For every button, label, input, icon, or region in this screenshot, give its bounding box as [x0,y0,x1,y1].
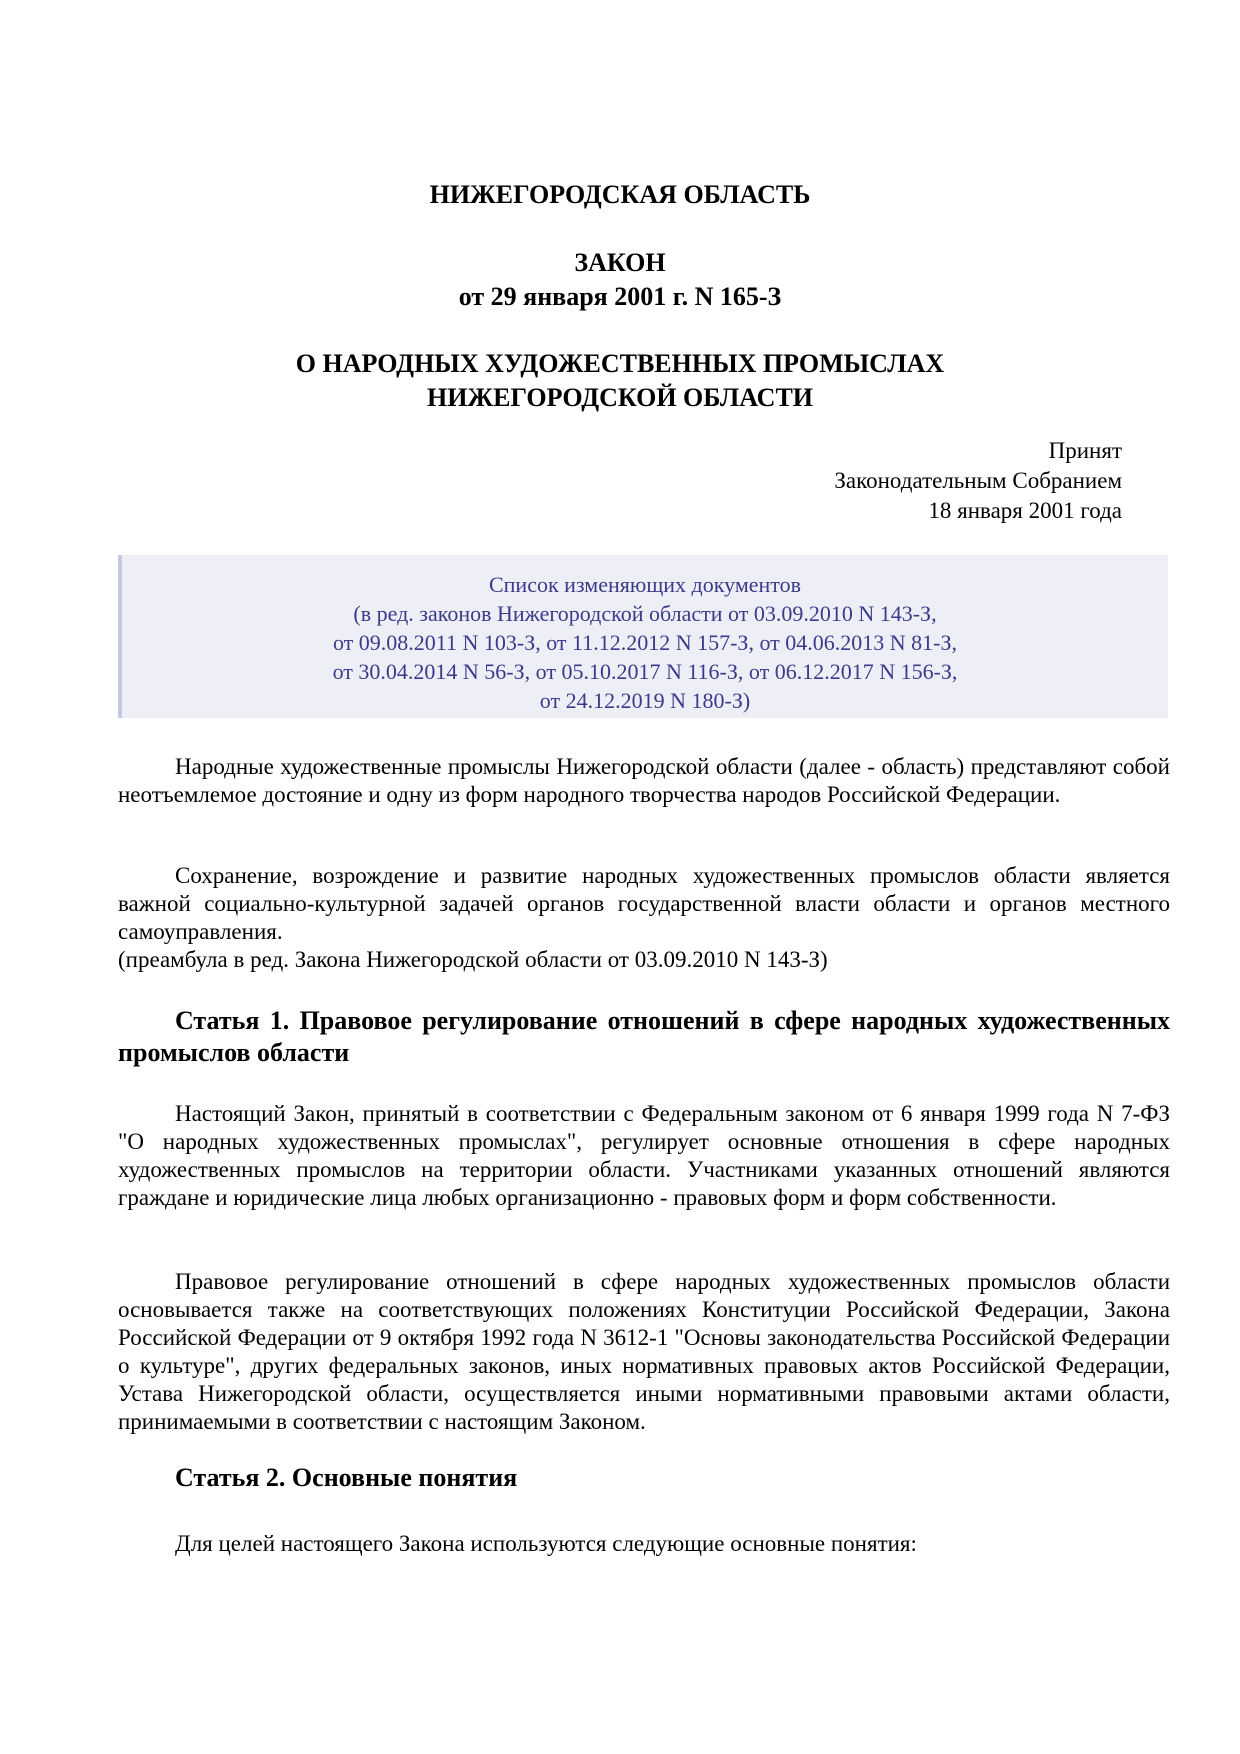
preamble-paragraph-1: Народные художественные промыслы Нижегородской области (далее - область) представляют собой неотъемлемое достояние и одну из форм народного творчества народов Российской Федерации. [118,754,1170,807]
law-date-number: от 29 января 2001 г. N 165-З [458,282,782,311]
amendments-text [122,570,1168,715]
amendments-line-2: от 09.08.2011 N 103-З, от 11.12.2012 N 157-З, от 04.06.2013 N 81-З, [332,630,958,655]
doc-type-heading: ЗАКОН [574,248,666,277]
region-heading: НИЖЕГОРОДСКАЯ ОБЛАСТЬ [429,180,811,209]
accepted-line-2: Законодательным Собранием [834,468,1122,493]
article-1-heading: Статья 1. Правовое регулирование отношений в сфере народных художественных промыслов области [118,1006,1170,1067]
accepted-block [834,436,1122,526]
article-1-paragraph-2: Правовое регулирование отношений в сфере народных художественных промыслов области основывается также на соответствующих положениях Конституции Российской Федерации, Закона Российской Федерации от 9 октября 1992 года N 3612-1 "Основы законодательства Российской Федерации о культуре", других федеральных законов, иных нормативных правовых актов Российской Федерации, Устава Нижегородской области, осуществляется иными нормативными правовыми актами области, принимаемыми в соответствии с настоящим Законом. [118,1269,1170,1434]
law-title-line-2: НИЖЕГОРОДСКОЙ ОБЛАСТИ [426,383,814,412]
article-2-paragraph-1: Для целей настоящего Закона используются следующие основные понятия: [175,1531,917,1556]
amendments-line-3: от 30.04.2014 N 56-З, от 05.10.2017 N 116-З, от 06.12.2017 N 156-З, [332,659,958,684]
amendments-line-1: (в ред. законов Нижегородской области от 03.09.2010 N 143-З, [353,601,937,626]
article-1-paragraph-1: Настоящий Закон, принятый в соответствии с Федеральным законом от 6 января 1999 года N 7-ФЗ "О народных художественных промыслах", регулирует основные отношения в сфере народных художественных промыслов на территории области. Участниками указанных отношений являются граждане и юридические лица любых организационно - правовых форм и форм собственности. [118,1101,1170,1210]
preamble-paragraph-2: Сохранение, возрождение и развитие народных художественных промыслов области является важной социально-культурной задачей органов государственной власти области и органов местного самоуправления. [118,863,1170,944]
amendments-line-4: от 24.12.2019 N 180-З) [539,688,751,713]
accepted-line-3: 18 января 2001 года [928,498,1122,523]
law-title-line-1: О НАРОДНЫХ ХУДОЖЕСТВЕННЫХ ПРОМЫСЛАХ [295,349,945,378]
amendments-title: Список изменяющих документов [488,572,801,597]
accepted-line-1: Принят [1048,438,1122,463]
article-2-heading: Статья 2. Основные понятия [175,1463,518,1492]
preamble-amendment-note: (преамбула в ред. Закона Нижегородской области от 03.09.2010 N 143-З) [118,947,828,972]
amendments-box [118,555,1168,718]
